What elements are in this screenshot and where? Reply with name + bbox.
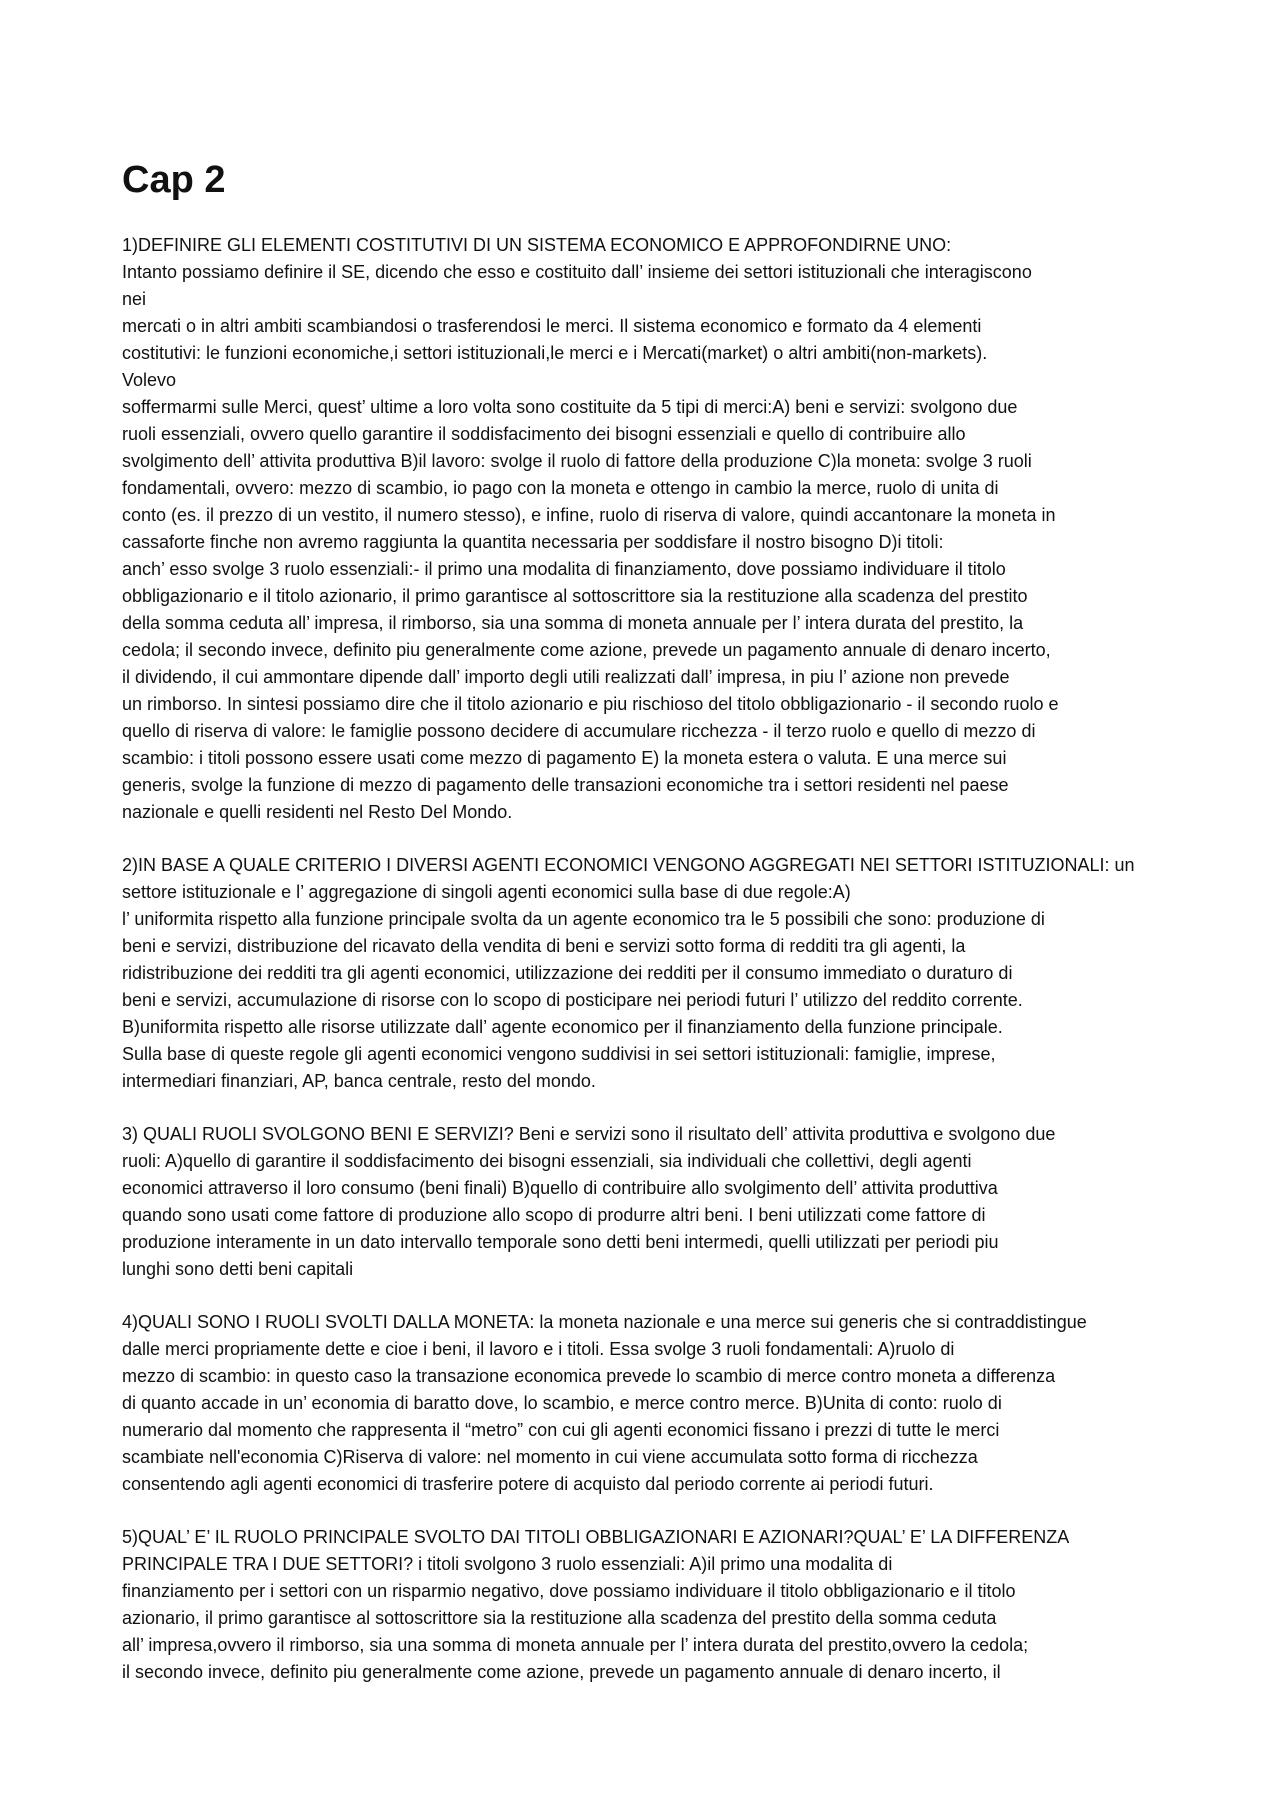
text-line: 1)DEFINIRE GLI ELEMENTI COSTITUTIVI DI UN SISTEMA ECONOMICO E APPROFONDIRNE UNO: xyxy=(122,235,952,255)
text-line: 4)QUALI SONO I RUOLI SVOLTI DALLA MONETA: la moneta nazionale e una merce sui generis che si contraddistingue xyxy=(122,1312,1087,1332)
question-paragraph xyxy=(122,852,1182,1095)
text-line: nazionale e quelli residenti nel Resto Del Mondo. xyxy=(122,802,513,822)
text-line: mercati o in altri ambiti scambiandosi o trasferendosi le merci. Il sistema economico e formato da 4 elementi xyxy=(122,316,982,336)
text-line: dalle merci propriamente dette e cioe i beni, il lavoro e i titoli. Essa svolge 3 ruoli fondamentali: A)ruolo di xyxy=(122,1339,955,1359)
text-line: Intanto possiamo definire il SE, dicendo che esso e costituito dall’ insieme dei settori istituzionali che interagiscono xyxy=(122,262,1032,282)
text-line: cedola; il secondo invece, definito piu generalmente come azione, prevede un pagamento annuale di denaro incerto, xyxy=(122,640,1051,660)
text-line: quello di riserva di valore: le famiglie possono decidere di accumulare ricchezza - il terzo ruolo e quello di mezzo di xyxy=(122,721,1036,741)
text-line: finanziamento per i settori con un risparmio negativo, dove possiamo individuare il titolo obbligazionario e il titolo xyxy=(122,1581,1016,1601)
text-line: 3) QUALI RUOLI SVOLGONO BENI E SERVIZI? Beni e servizi sono il risultato dell’ attivita produttiva e svolgono due xyxy=(122,1124,1056,1144)
text-line: conto (es. il prezzo di un vestito, il numero stesso), e infine, ruolo di riserva di valore, quindi accantonare la moneta in xyxy=(122,505,1056,525)
text-line: economici attraverso il loro consumo (beni finali) B)quello di contribuire allo svolgimento dell’ attivita produttiva xyxy=(122,1178,998,1198)
text-line: della somma ceduta all’ impresa, il rimborso, sia una somma di moneta annuale per l’ intera durata del prestito, la xyxy=(122,613,1024,633)
text-line: beni e servizi, accumulazione di risorse con lo scopo di posticipare nei periodi futuri l’ utilizzo del reddito corrente. xyxy=(122,990,1023,1010)
text-line: obbligazionario e il titolo azionario, il primo garantisce al sottoscrittore sia la restituzione alla scadenza del prestito xyxy=(122,586,1028,606)
text-line: 2)IN BASE A QUALE CRITERIO I DIVERSI AGENTI ECONOMICI VENGONO AGGREGATI NEI SETTORI ISTITUZIONALI: un xyxy=(122,855,1135,875)
text-line: all’ impresa,ovvero il rimborso, sia una somma di moneta annuale per l’ intera durata del prestito,ovvero la cedola; xyxy=(122,1635,1029,1655)
text-line: numerario dal momento che rappresenta il “metro” con cui gli agenti economici fissano i prezzi di tutte le merci xyxy=(122,1420,1000,1440)
text-line: svolgimento dell’ attivita produttiva B)il lavoro: svolge il ruolo di fattore della produzione C)la moneta: svolge 3 ruoli xyxy=(122,451,1032,471)
text-line: consentendo agli agenti economici di trasferire potere di acquisto dal periodo corrente ai periodi futuri. xyxy=(122,1474,934,1494)
text-line: quando sono usati come fattore di produzione allo scopo di produrre altri beni. I beni utilizzati come fattore di xyxy=(122,1205,986,1225)
text-line: ridistribuzione dei redditi tra gli agenti economici, utilizzazione dei redditi per il consumo immediato o duraturo di xyxy=(122,963,1013,983)
question-paragraph xyxy=(122,1121,1182,1283)
text-line: azionario, il primo garantisce al sottoscrittore sia la restituzione alla scadenza del prestito della somma ceduta xyxy=(122,1608,997,1628)
text-line: 5)QUAL’ E’ IL RUOLO PRINCIPALE SVOLTO DAI TITOLI OBBLIGAZIONARI E AZIONARI?QUAL’ E’ LA DIFFERENZA xyxy=(122,1527,1070,1547)
text-line: produzione interamente in un dato intervallo temporale sono detti beni intermedi, quelli utilizzati per periodi piu xyxy=(122,1232,999,1252)
text-line: ruoli: A)quello di garantire il soddisfacimento dei bisogni essenziali, sia individuali che collettivi, degli agenti xyxy=(122,1151,972,1171)
text-line: Sulla base di queste regole gli agenti economici vengono suddivisi in sei settori istituzionali: famiglie, imprese, xyxy=(122,1044,996,1064)
text-line: l’ uniformita rispetto alla funzione principale svolta da un agente economico tra le 5 possibili che sono: produzione di xyxy=(122,909,1045,929)
text-line: costitutivi: le funzioni economiche,i settori istituzionali,le merci e i Mercati(market) o altri ambiti(non-markets). xyxy=(122,343,988,363)
text-line: settore istituzionale e l’ aggregazione di singoli agenti economici sulla base di due regole:A) xyxy=(122,882,851,902)
text-line: anch’ esso svolge 3 ruolo essenziali:- il primo una modalita di finanziamento, dove possiamo individuare il titolo xyxy=(122,559,1006,579)
text-line: lunghi sono detti beni capitali xyxy=(122,1259,354,1279)
text-line: cassaforte finche non avremo raggiunta la quantita necessaria per soddisfare il nostro bisogno D)i titoli: xyxy=(122,532,944,552)
text-line: soffermarmi sulle Merci, quest’ ultime a loro volta sono costituite da 5 tipi di merci:A) beni e servizi: svolgono due xyxy=(122,397,1018,417)
text-line: fondamentali, ovvero: mezzo di scambio, io pago con la moneta e ottengo in cambio la merce, ruolo di unita di xyxy=(122,478,999,498)
question-paragraph xyxy=(122,232,1182,826)
question-paragraph xyxy=(122,1309,1182,1498)
text-line: beni e servizi, distribuzione del ricavato della vendita di beni e servizi sotto forma di redditi tra gli agenti, la xyxy=(122,936,966,956)
text-line: mezzo di scambio: in questo caso la transazione economica prevede lo scambio di merce contro moneta a differenza xyxy=(122,1366,1056,1386)
text-line: generis, svolge la funzione di mezzo di pagamento delle transazioni economiche tra i settori residenti nel paese xyxy=(122,775,1009,795)
text-line: il secondo invece, definito piu generalmente come azione, prevede un pagamento annuale di denaro incerto, il xyxy=(122,1662,1001,1682)
text-line: scambio: i titoli possono essere usati come mezzo di pagamento E) la moneta estera o valuta. E una merce sui xyxy=(122,748,1007,768)
text-line: un rimborso. In sintesi possiamo dire che il titolo azionario e piu rischioso del titolo obbligazionario - il secondo ruolo e xyxy=(122,694,1059,714)
text-line: Volevo xyxy=(122,370,177,390)
text-line: di quanto accade in un’ economia di baratto dove, lo scambio, e merce contro merce. B)Unita di conto: ruolo di xyxy=(122,1393,1002,1413)
question-paragraph xyxy=(122,1524,1182,1686)
text-line: il dividendo, il cui ammontare dipende dall’ importo degli utili realizzati dall’ impresa, in piu l’ azione non prevede xyxy=(122,667,1010,687)
text-line: PRINCIPALE TRA I DUE SETTORI? i titoli svolgono 3 ruolo essenziali: A)il primo una modalita di xyxy=(122,1554,893,1574)
text-line: nei xyxy=(122,289,147,309)
text-line: scambiate nell'economia C)Riserva di valore: nel momento in cui viene accumulata sotto forma di ricchezza xyxy=(122,1447,978,1467)
text-line: intermediari finanziari, AP, banca centrale, resto del mondo. xyxy=(122,1071,596,1091)
text-line: B)uniformita rispetto alle risorse utilizzate dall’ agente economico per il finanziamento della funzione principale. xyxy=(122,1017,1003,1037)
document-body xyxy=(122,232,1182,1712)
page-title: Cap 2 xyxy=(122,159,226,201)
text-line: ruoli essenziali, ovvero quello garantire il soddisfacimento dei bisogni essenziali e quello di contribuire allo xyxy=(122,424,966,444)
